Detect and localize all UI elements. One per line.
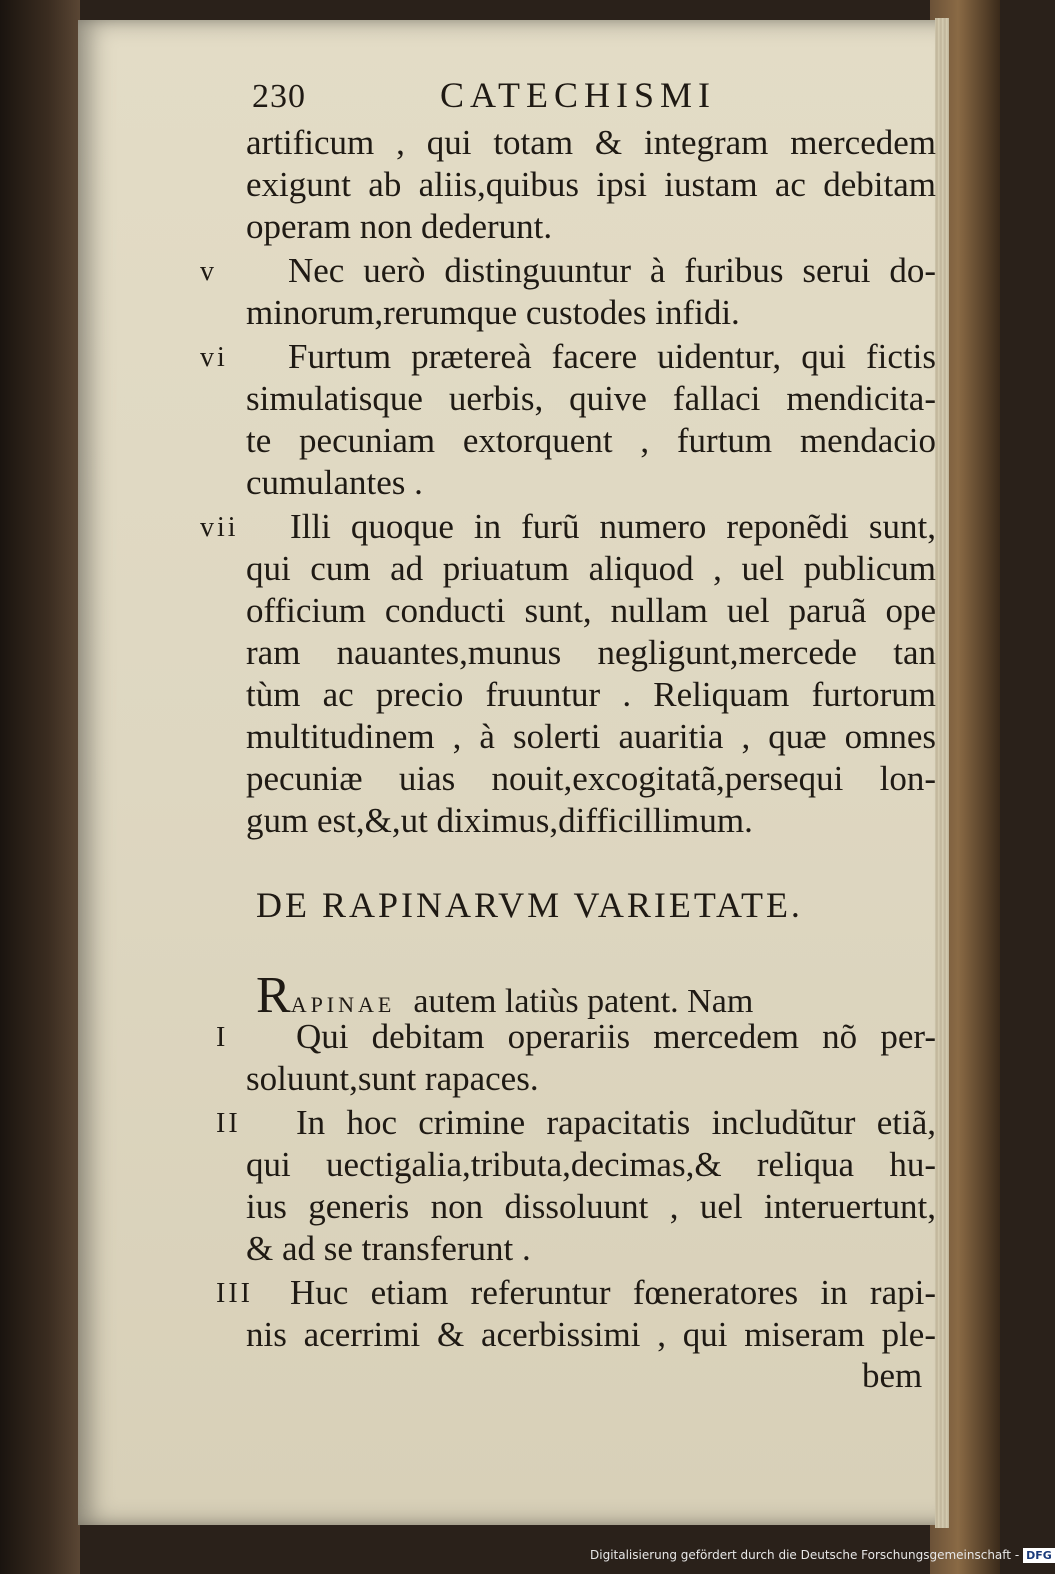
text-line: tùm ac precio fruuntur . Reliquam furtorum: [246, 675, 936, 714]
text-line: pecuniæ uias nouit,excogitatã,persequi lon-: [246, 759, 936, 798]
margin-marker: III: [216, 1278, 253, 1309]
text-line: minorum,rerumque custodes infidi.: [246, 293, 740, 332]
dropcap-initial: R: [256, 967, 291, 1024]
text-line: Furtum prætereà facere uidentur, qui fictis: [288, 337, 936, 376]
dropcap-smallcaps: APINAE: [290, 992, 396, 1017]
text-line: In hoc crimine rapacitatis includũtur etiã,: [296, 1103, 936, 1142]
section-heading: DE RAPINARVM VARIETATE.: [256, 885, 803, 925]
catchword: bem: [862, 1356, 923, 1395]
margin-marker: vi: [200, 342, 228, 373]
text-line: artificum , qui totam & integram mercedem: [246, 123, 936, 162]
text-line: multitudinem , à solerti auaritia , quæ omnes: [246, 717, 936, 756]
text-line: Nec uerò distinguuntur à furibus serui do-: [288, 251, 936, 290]
text-line: gum est,&,ut diximus,difficillimum.: [246, 801, 753, 840]
text-line: ram nauantes,munus negligunt,mercede tan: [246, 633, 936, 672]
text-line: Qui debitam operariis mercedem nõ per-: [296, 1017, 936, 1056]
text-line: Illi quoque in furũ numero reponẽdi sunt,: [290, 507, 936, 546]
margin-marker: vii: [200, 512, 239, 543]
text-line: & ad se transferunt .: [246, 1229, 531, 1268]
book-spine-left: [0, 0, 80, 1574]
text-line: operam non dederunt.: [246, 207, 553, 246]
text-line: soluunt,sunt rapaces.: [246, 1059, 539, 1098]
dfg-logo: DFG: [1023, 1548, 1055, 1563]
text-line: Huc etiam referuntur fœneratores in rapi-: [290, 1273, 936, 1312]
dropcap-rest: autem latiùs patent. Nam: [413, 983, 754, 1020]
text-line: simulatisque uerbis, quive fallaci mendicita-: [246, 379, 936, 418]
margin-marker: I: [216, 1022, 229, 1053]
footer-text: Digitalisierung gefördert durch die Deutsche Forschungsgemeinschaft -: [590, 1548, 1020, 1562]
text-line: nis acerrimi & acerbissimi , qui miseram ple-: [246, 1315, 936, 1354]
margin-marker: v: [200, 256, 217, 287]
text-line: exigunt ab aliis,quibus ipsi iustam ac debitam: [246, 165, 936, 204]
text-line: te pecuniam extorquent , furtum mendacio: [246, 421, 936, 460]
text-line: cumulantes .: [246, 463, 423, 502]
margin-marker: II: [216, 1108, 241, 1139]
text-line: officium conducti sunt, nullam uel paruã ope: [246, 591, 936, 630]
text-line: ius generis non dissoluunt , uel interuertunt,: [246, 1187, 936, 1226]
page-number: 230: [252, 78, 306, 115]
footer-credit: [590, 1548, 1055, 1563]
text-line: qui uectigalia,tributa,decimas,& reliqua hu-: [246, 1145, 936, 1184]
running-title: CATECHISMI: [440, 75, 717, 115]
page-edges: [935, 18, 949, 1528]
text-line: qui cum ad priuatum aliquod , uel publicum: [246, 549, 936, 588]
